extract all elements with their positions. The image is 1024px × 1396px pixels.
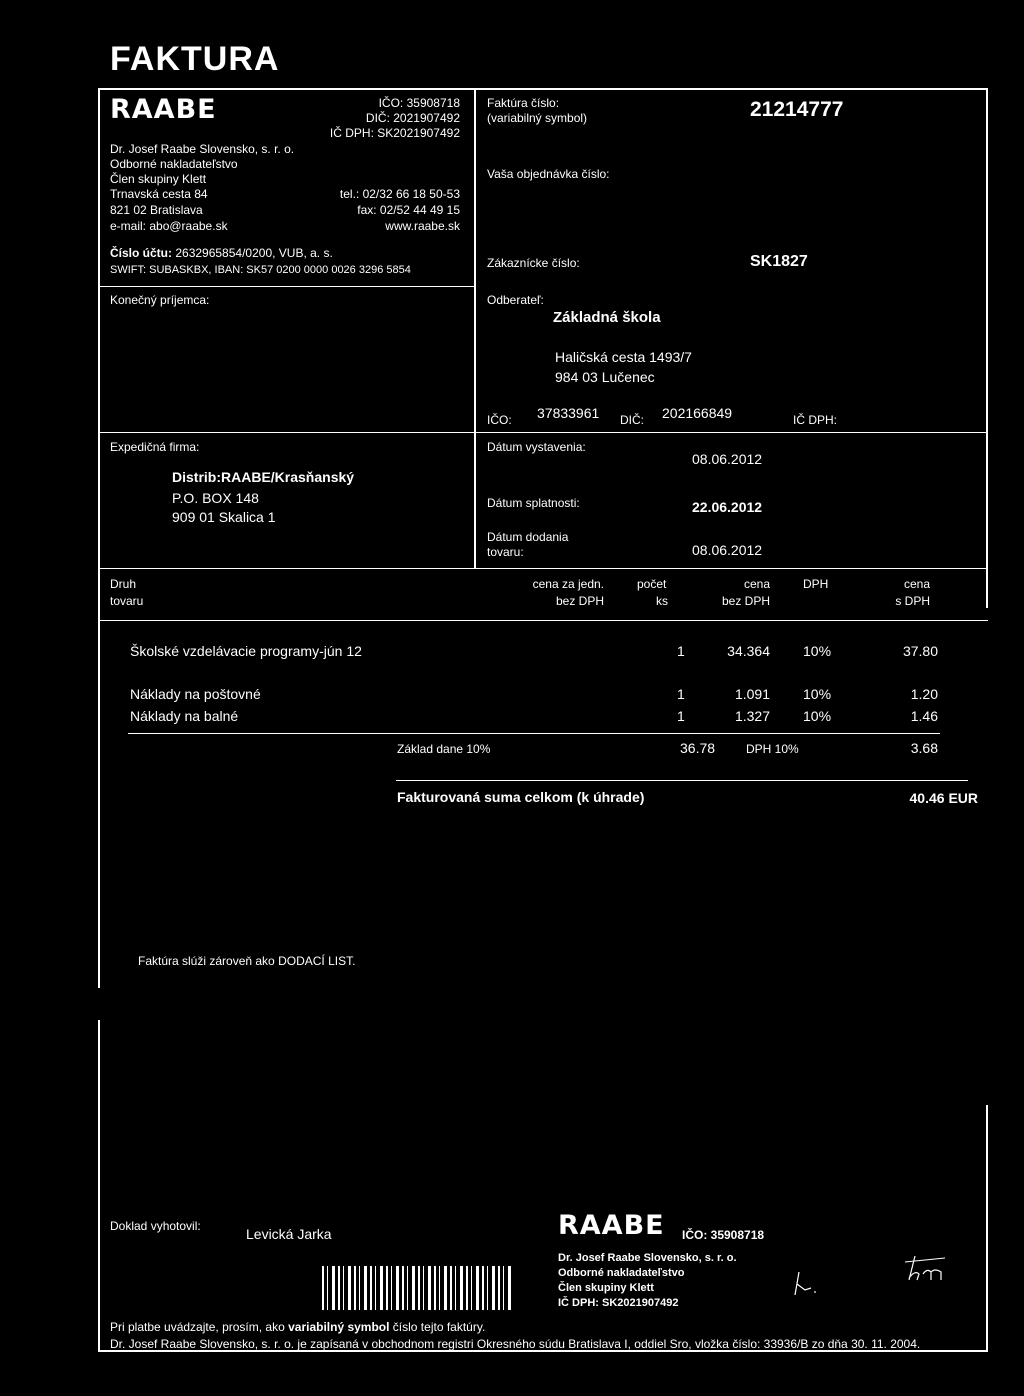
- issue-date-label: Dátum vystavenia:: [487, 440, 586, 454]
- payment-note: [110, 1320, 485, 1334]
- col-price-header-2: bez DPH: [721, 594, 770, 608]
- vat-amount-value: 3.68: [910, 740, 938, 756]
- subtotal-line: [128, 733, 940, 734]
- buyer-city: 984 03 Lučenec: [555, 369, 655, 385]
- payment-note-a: Pri platbe uvádzajte, prosím, ako: [110, 1320, 289, 1334]
- buyer-dic: 202166849: [662, 405, 733, 421]
- buyer-street: Haličská cesta 1493/7: [555, 349, 692, 365]
- delivery-date-label: Dátum dodania: [487, 530, 569, 544]
- col-qty-header: počet: [637, 577, 667, 591]
- issue-date: 08.06.2012: [692, 451, 763, 467]
- customer-number: SK1827: [750, 253, 808, 270]
- supplier-name: Dr. Josef Raabe Slovensko, s. r. o.: [110, 142, 295, 156]
- table-row-name: Náklady na poštovné: [130, 686, 261, 702]
- divider-supplier: [100, 286, 476, 287]
- buyer-ico: 37833961: [537, 405, 600, 421]
- signature: [785, 1250, 965, 1310]
- issued-by-name: Levická Jarka: [246, 1226, 332, 1242]
- invoice-number-label: Faktúra číslo:: [487, 96, 560, 110]
- table-row-name: Náklady na balné: [130, 708, 239, 724]
- table-row-name: Školské vzdelávacie programy-jún 12: [130, 643, 362, 659]
- raabe-logo: RAABE: [110, 94, 217, 125]
- col-vat-header: DPH: [803, 577, 829, 591]
- footer-line-right: [986, 1105, 988, 1350]
- table-row-price: 1.327: [734, 708, 770, 724]
- col-total-header: cena: [903, 577, 930, 591]
- swift-iban: SWIFT: SUBASKBX, IBAN: SK57 0200 0000 0026 3296 5854: [110, 264, 411, 276]
- invoice-number: 21214777: [750, 98, 844, 121]
- issued-by-label: Doklad vyhotovil:: [110, 1219, 201, 1233]
- col-price-header: cena: [743, 577, 770, 591]
- supplier-fax: fax: 02/52 44 49 15: [357, 203, 460, 217]
- table-row-total: 1.20: [910, 686, 938, 702]
- supplier-city: 821 02 Bratislava: [110, 203, 203, 217]
- table-row-qty: 1: [677, 708, 685, 724]
- bank-account-value: 2632965854/0200, VUB, a. s.: [175, 246, 333, 260]
- frame-right: [986, 88, 988, 608]
- frame-left: [98, 88, 100, 988]
- buyer-dic-label: DIČ:: [620, 413, 644, 427]
- frame-top: [98, 88, 988, 90]
- customer-number-label: Zákaznícke číslo:: [487, 256, 580, 270]
- bank-account-label: Číslo účtu:: [110, 246, 172, 260]
- table-row-vat: 10%: [803, 643, 832, 659]
- buyer-name: Základná škola: [553, 309, 661, 326]
- col-unit-price-header-2: bez DPH: [555, 594, 604, 608]
- raabe-footer-logo: RAABE: [558, 1210, 665, 1241]
- table-row-qty: 1: [677, 686, 685, 702]
- footer-company-name: Dr. Josef Raabe Slovensko, s. r. o.: [558, 1252, 737, 1264]
- supplier-desc1: Odborné nakladateľstvo: [110, 157, 238, 171]
- footer-icdph: IČ DPH: SK2021907492: [558, 1297, 679, 1309]
- table-row-vat: 10%: [803, 686, 832, 702]
- due-date: 22.06.2012: [692, 499, 763, 515]
- buyer-ico-label: IČO:: [487, 413, 512, 427]
- table-row-total: 37.80: [902, 643, 938, 659]
- divider-shipping: [100, 432, 988, 433]
- footer-desc2: Člen skupiny Klett: [558, 1282, 654, 1294]
- delivery-note-text: Faktúra slúži zároveň ako DODACÍ LIST.: [138, 954, 356, 968]
- registry-note: Dr. Josef Raabe Slovensko, s. r. o. je zapísaná v obchodnom registri Okresného súdu Bratislava I, oddiel Sro, vložka číslo: 33936/B zo dňa 30. 11. 2004.: [110, 1337, 921, 1351]
- total-line: [396, 780, 968, 781]
- tax-base-label: Základ dane 10%: [397, 742, 491, 756]
- final-recipient-label: Konečný príjemca:: [110, 293, 210, 307]
- divider-dates: [100, 568, 988, 569]
- supplier-dic: DIČ: 2021907492: [365, 111, 460, 125]
- invoice-total-label: Fakturovaná suma celkom (k úhrade): [397, 789, 645, 805]
- delivery-date: 08.06.2012: [692, 542, 763, 558]
- document-title: FAKTURA: [110, 40, 280, 78]
- table-row-vat: 10%: [803, 708, 832, 724]
- col-total-header-2: s DPH: [895, 594, 930, 608]
- shipping-box: P.O. BOX 148: [172, 490, 259, 506]
- buyer-label: Odberateľ:: [487, 293, 544, 307]
- invoice-total-value: 40.46 EUR: [909, 790, 978, 806]
- buyer-icdph-label: IČ DPH:: [793, 413, 838, 427]
- supplier-email: e-mail: abo@raabe.sk: [110, 219, 228, 233]
- divider-table-head: [98, 620, 988, 621]
- supplier-desc2: Člen skupiny Klett: [110, 172, 207, 186]
- shipping-company-name: Distrib:RAABE/Krasňanský: [172, 469, 355, 485]
- table-row-price: 1.091: [734, 686, 770, 702]
- order-number-label: Vaša objednávka číslo:: [487, 167, 610, 181]
- table-row-total: 1.46: [910, 708, 938, 724]
- shipping-company-label: Expedičná firma:: [110, 440, 200, 454]
- payment-note-bold: variabilný symbol: [288, 1320, 390, 1334]
- supplier-tel: tel.: 02/32 66 18 50-53: [339, 187, 460, 201]
- footer-line-left: [98, 1020, 100, 1350]
- due-date-label: Dátum splatnosti:: [487, 496, 580, 510]
- vat-amount-label: DPH 10%: [746, 742, 799, 756]
- col-unit-price-header: cena za jedn.: [532, 577, 604, 591]
- col-item-header: Druh: [110, 577, 137, 591]
- supplier-web: www.raabe.sk: [385, 219, 460, 233]
- footer-ico: IČO: 35908718: [682, 1228, 765, 1242]
- frame-mid-vertical: [474, 88, 476, 568]
- table-row-price: 34.364: [727, 643, 770, 659]
- supplier-ico: IČO: 35908718: [378, 96, 460, 110]
- barcode: [322, 1266, 512, 1310]
- col-item-header-2: tovaru: [110, 594, 144, 608]
- shipping-city: 909 01 Skalica 1: [172, 509, 276, 525]
- supplier-street: Trnavská cesta 84: [110, 187, 208, 201]
- payment-note-c: číslo tejto faktúry.: [389, 1320, 486, 1334]
- delivery-date-label-2: tovaru:: [487, 545, 524, 559]
- table-row-qty: 1: [677, 643, 685, 659]
- supplier-icdph: IČ DPH: SK2021907492: [329, 126, 460, 140]
- footer-desc1: Odborné nakladateľstvo: [558, 1267, 685, 1279]
- tax-base-value: 36.78: [680, 740, 716, 756]
- col-qty-header-2: ks: [656, 594, 668, 608]
- variable-symbol-label: (variabilný symbol): [487, 111, 588, 125]
- bank-account: [110, 246, 333, 260]
